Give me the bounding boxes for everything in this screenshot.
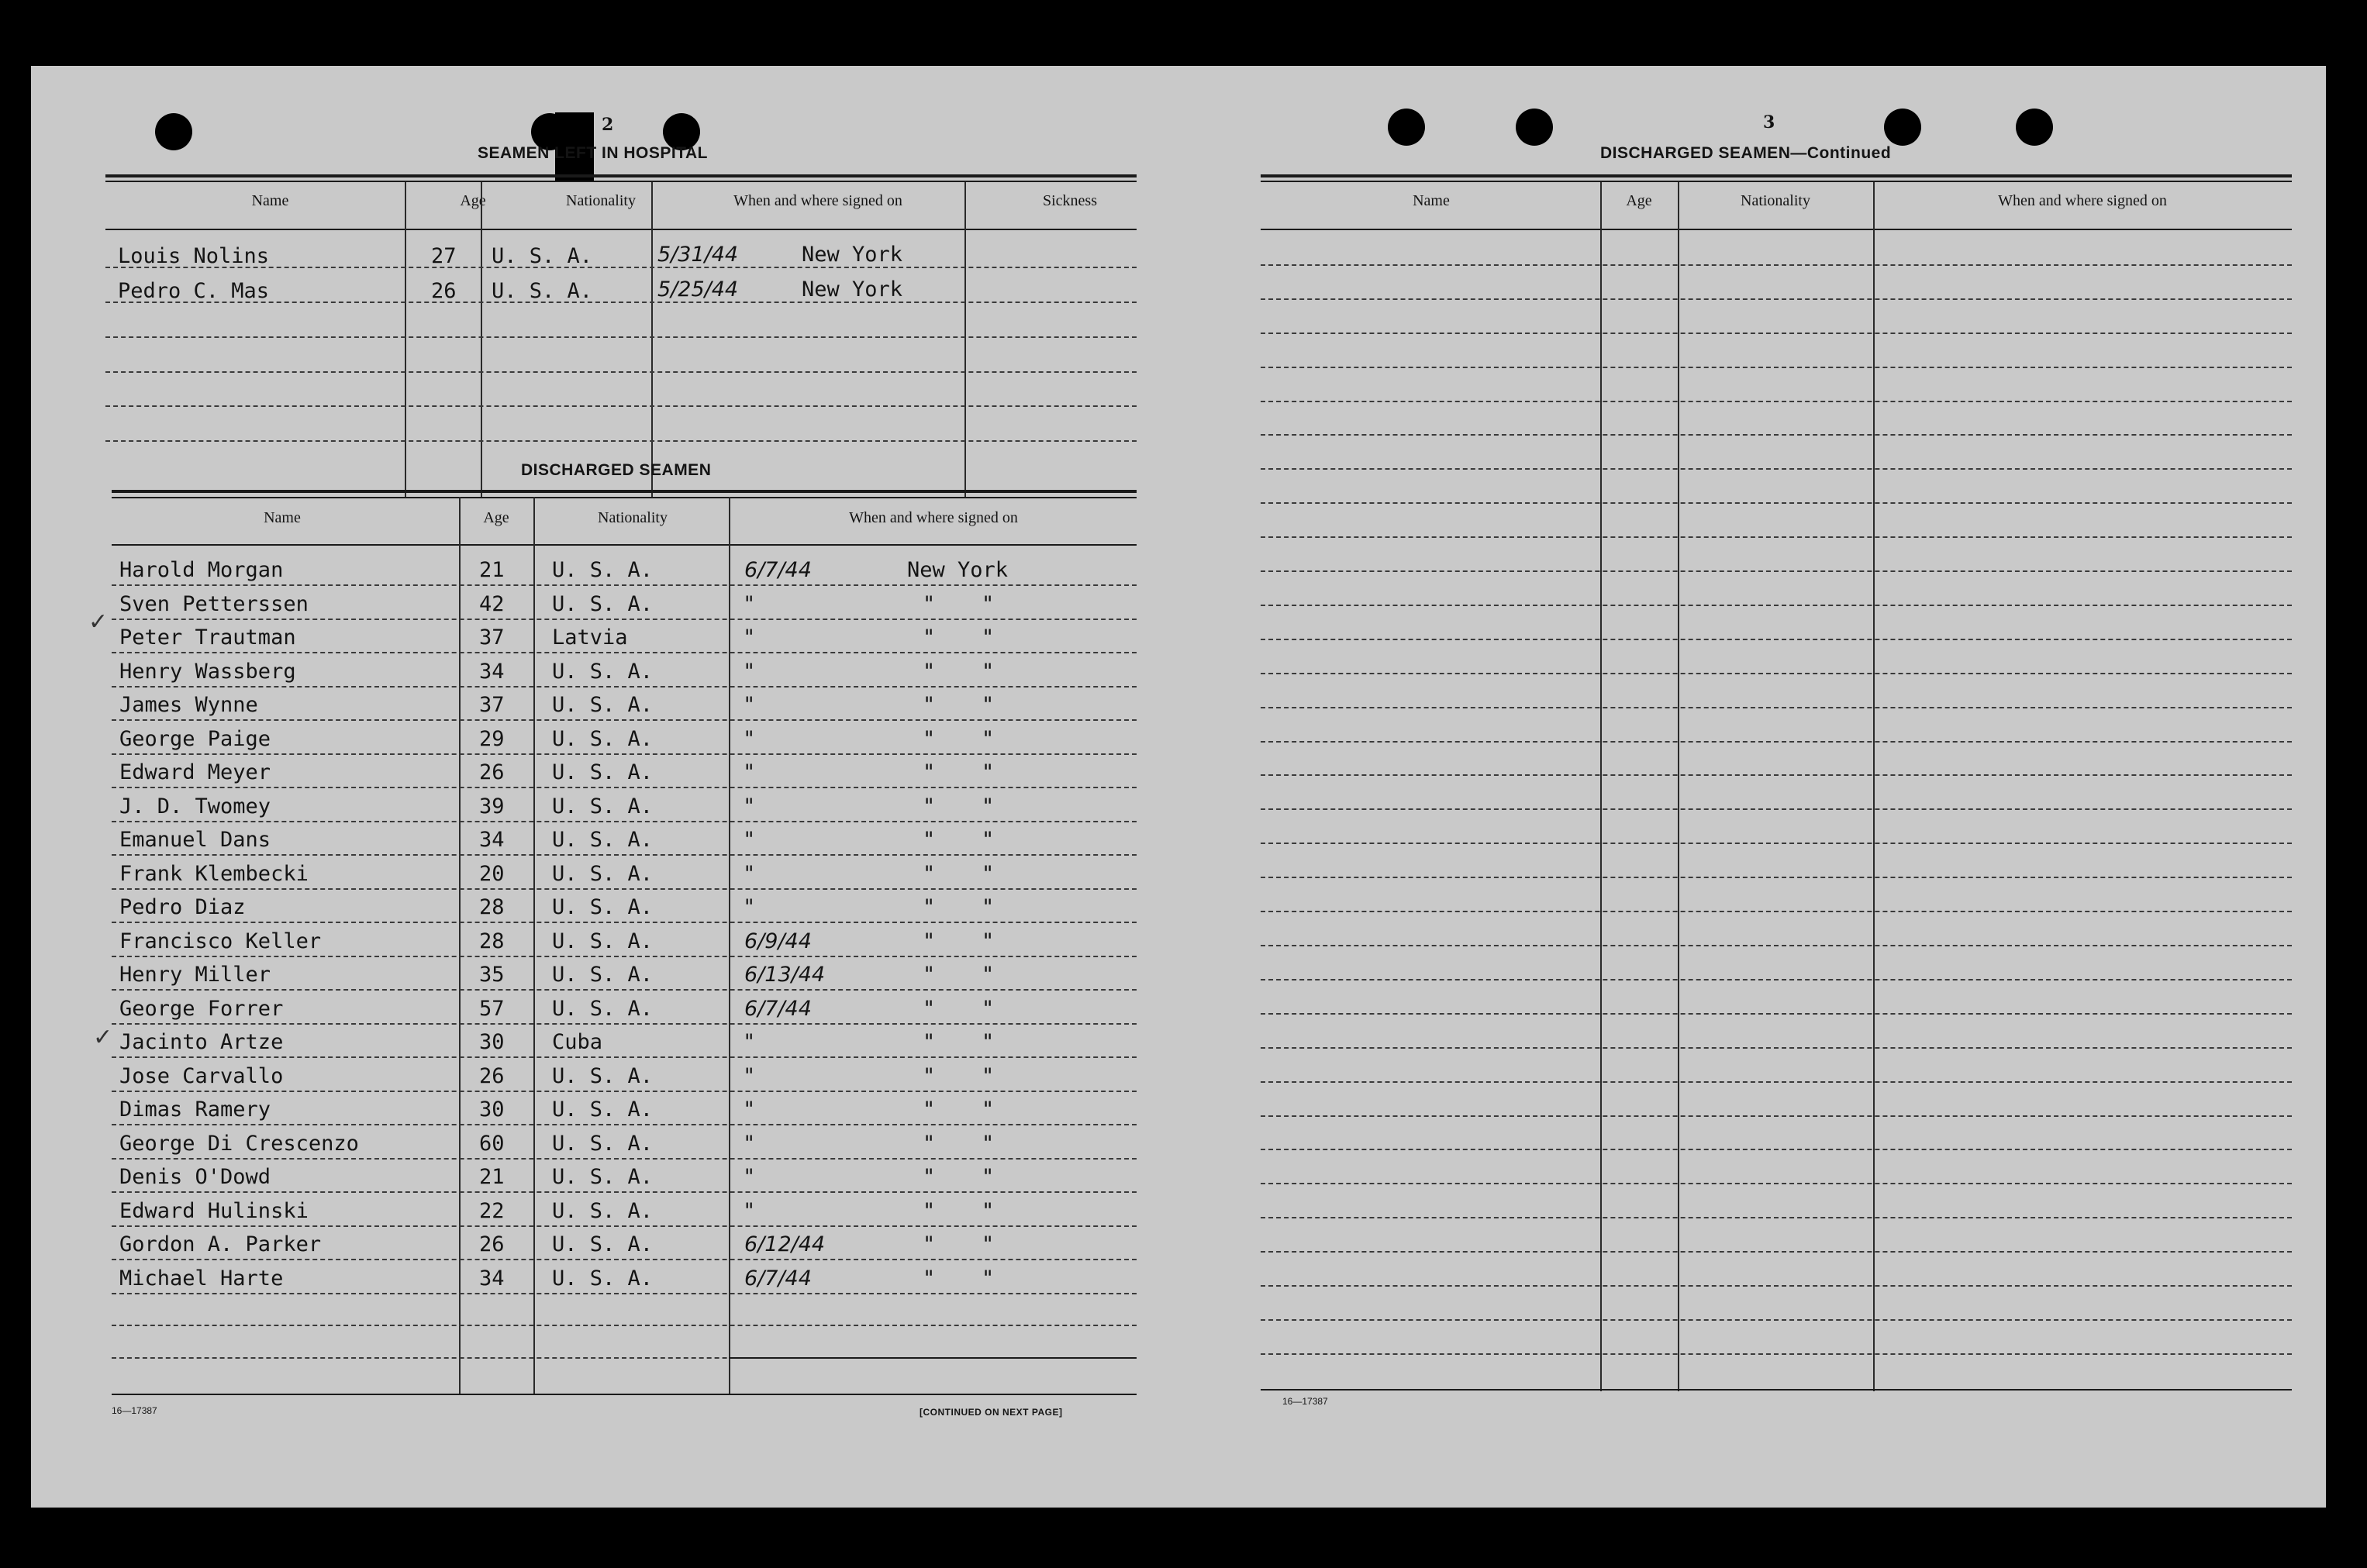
seaman-age: 26 [479,1064,505,1088]
seaman-nationality: U. S. A. [552,1266,654,1291]
hospital-section-title: SEAMEN LEFT IN HOSPITAL [478,144,708,162]
signed-on-date: " [744,592,754,616]
seaman-name: Denis O'Dowd [119,1165,271,1189]
signed-on-place-ditto: " [982,660,995,684]
seaman-name: Gordon A. Parker [119,1232,322,1256]
seaman-nationality: U. S. A. [552,828,654,852]
row-rule [1261,877,2292,878]
signed-on-place-ditto: " [982,1266,995,1291]
signed-on-place-ditto: " [982,693,995,717]
punch-hole [1516,109,1553,146]
signed-on-date: 6/13/44 [744,963,826,987]
seaman-nationality: Cuba [552,1030,603,1054]
seaman-age: 37 [479,625,505,650]
col-header-sickness: Sickness [1043,192,1097,209]
signed-on-date: 6/9/44 [744,929,812,953]
seaman-age: 30 [479,1030,505,1054]
seaman-nationality: U. S. A. [552,794,654,818]
col-header-signed-on: When and where signed on [1998,192,2167,209]
signed-on-place-ditto: " [982,727,995,751]
row-rule [1261,843,2292,844]
form-number-right: 16—17387 [1282,1396,1328,1407]
seaman-nationality: U. S. A. [552,1232,654,1256]
punch-hole [2016,109,2053,146]
signed-on-place-ditto: " [982,1199,995,1223]
seaman-nationality: U. S. A. [552,1064,654,1088]
signed-on-date: " [744,794,754,818]
signed-on-date: 5/31/44 [657,243,739,267]
check-mark: ✓ [88,608,109,636]
seaman-name: Edward Meyer [119,760,271,784]
signed-on-place: " [923,794,936,818]
seaman-age: 60 [479,1132,505,1156]
col-header-name: Name [264,509,301,526]
seaman-age: 26 [479,1232,505,1256]
signed-on-place: " [923,625,936,650]
row-rule [1261,1115,2292,1117]
seaman-nationality: U. S. A. [552,660,654,684]
seaman-nationality: U. S. A. [552,1199,654,1223]
row-rule [1261,1081,2292,1083]
row-rule [112,652,1137,653]
seaman-age: 39 [479,794,505,818]
signed-on-date: " [744,625,754,650]
signed-on-date: 5/25/44 [657,277,739,302]
seaman-name: Louis Nolins [118,244,270,268]
seaman-age: 26 [431,279,457,303]
row-rule [112,854,1137,856]
row-rule [1261,1047,2292,1049]
continued-note: [CONTINUED ON NEXT PAGE] [920,1407,1063,1418]
seaman-nationality: U. S. A. [552,592,654,616]
seaman-nationality: U. S. A. [552,963,654,987]
seaman-name: J. D. Twomey [119,794,271,818]
row-rule [112,922,1137,923]
row-rule [112,719,1137,721]
col-header-age: Age [460,192,486,209]
document-sheet [31,66,2326,1508]
seaman-age: 27 [431,244,457,268]
page-number-right: 3 [1763,112,1775,133]
row-rule [112,1124,1137,1125]
seaman-name: Henry Miller [119,963,271,987]
signed-on-place: " [923,997,936,1021]
seaman-age: 26 [479,760,505,784]
seaman-age: 28 [479,929,505,953]
signed-on-place: " [923,929,936,953]
row-rule [112,1091,1137,1092]
signed-on-place-ditto: " [982,1232,995,1256]
signed-on-date: " [744,1064,754,1088]
seaman-name: Francisco Keller [119,929,322,953]
row-rule [1261,911,2292,912]
row-rule [112,584,1137,586]
row-rule [112,1191,1137,1193]
signed-on-place-ditto: " [982,1132,995,1156]
discharged-continued-title: DISCHARGED SEAMEN—Continued [1600,144,1892,162]
seaman-nationality: U. S. A. [552,929,654,953]
row-rule [1261,570,2292,572]
row-rule [112,1056,1137,1058]
seaman-name: James Wynne [119,693,258,717]
seaman-name: Dimas Ramery [119,1098,271,1122]
signed-on-place-ditto: " [982,828,995,852]
row-rule [1261,945,2292,946]
seaman-name: Harold Morgan [119,558,284,582]
seaman-nationality: U. S. A. [552,1098,654,1122]
col-header-nationality: Nationality [1741,192,1810,209]
seaman-nationality: U. S. A. [552,760,654,784]
seaman-nationality: U. S. A. [552,895,654,919]
row-rule [1261,979,2292,980]
col-header-name: Name [251,192,289,209]
seaman-name: George Paige [119,727,271,751]
seaman-name: Pedro Diaz [119,895,246,919]
row-rule [112,888,1137,890]
seaman-name: Henry Wassberg [119,660,296,684]
row-rule [112,821,1137,822]
seaman-name: Peter Trautman [119,625,296,650]
seaman-age: 34 [479,828,505,852]
seaman-age: 34 [479,1266,505,1291]
punch-hole [155,113,192,150]
seaman-name: Michael Harte [119,1266,284,1291]
row-rule [112,956,1137,957]
signed-on-place-ditto: " [982,895,995,919]
signed-on-place-ditto: " [982,963,995,987]
row-rule [112,753,1137,755]
row-rule [1261,1353,2292,1355]
col-header-signed-on: When and where signed on [849,509,1018,526]
signed-on-place: " [923,1232,936,1256]
signed-on-place: " [923,1132,936,1156]
seaman-nationality: U. S. A. [552,727,654,751]
signed-on-place-ditto: " [982,625,995,650]
row-rule [1261,673,2292,674]
row-rule [1261,639,2292,640]
seaman-name: Frank Klembecki [119,862,309,886]
col-header-age: Age [483,509,509,526]
seaman-age: 37 [479,693,505,717]
row-rule [1261,536,2292,538]
seaman-name: Jacinto Artze [119,1030,284,1054]
row-rule [1261,298,2292,300]
row-rule [1261,1251,2292,1253]
col-header-nationality: Nationality [566,192,636,209]
signed-on-date: " [744,760,754,784]
form-number-left: 16—17387 [112,1405,157,1416]
signed-on-place: " [923,963,936,987]
seaman-age: 30 [479,1098,505,1122]
row-rule [112,1023,1137,1025]
signed-on-place-ditto: " [982,1165,995,1189]
row-rule [112,1325,1137,1326]
signed-on-place: New York [802,243,903,267]
signed-on-date: " [744,1132,754,1156]
row-rule [112,1259,1137,1260]
signed-on-date: " [744,828,754,852]
signed-on-place-ditto: " [982,929,995,953]
signed-on-place: " [923,760,936,784]
row-rule [112,989,1137,991]
seaman-nationality: U. S. A. [552,693,654,717]
row-rule [1261,707,2292,708]
row-rule [1261,367,2292,368]
signed-on-place: " [923,1165,936,1189]
row-rule [1261,264,2292,266]
seaman-nationality: U. S. A. [492,244,593,268]
signed-on-date: " [744,862,754,886]
punch-hole [1884,109,1921,146]
row-rule [112,686,1137,688]
signed-on-place: " [923,1199,936,1223]
col-header-nationality: Nationality [598,509,668,526]
signed-on-place-ditto: " [982,760,995,784]
signed-on-place: " [923,660,936,684]
row-rule [1261,468,2292,470]
signed-on-date: 6/7/44 [744,997,812,1021]
row-rule [1261,401,2292,402]
signed-on-place: " [923,592,936,616]
seaman-age: 21 [479,1165,505,1189]
check-mark: ✓ [93,1024,113,1051]
signed-on-place-ditto: " [982,794,995,818]
signed-on-place: " [923,727,936,751]
seaman-age: 42 [479,592,505,616]
row-rule [112,1225,1137,1227]
row-rule [1261,605,2292,606]
seaman-name: Sven Petterssen [119,592,309,616]
row-rule [1261,1319,2292,1321]
seaman-age: 21 [479,558,505,582]
row-rule [1261,774,2292,776]
seaman-age: 35 [479,963,505,987]
signed-on-date: " [744,895,754,919]
signed-on-date: " [744,1030,754,1054]
signed-on-place: " [923,1064,936,1088]
row-rule [1261,741,2292,743]
page-number-left: 2 [602,115,614,135]
seaman-name: Pedro C. Mas [118,279,270,303]
seaman-nationality: U. S. A. [552,558,654,582]
seaman-nationality: U. S. A. [492,279,593,303]
col-header-name: Name [1413,192,1450,209]
row-rule [112,619,1137,620]
discharged-section-title: DISCHARGED SEAMEN [521,461,712,479]
signed-on-date: " [744,1165,754,1189]
signed-on-date: " [744,1098,754,1122]
signed-on-place: " [923,828,936,852]
signed-on-place: New York [907,558,1009,582]
signed-on-date: 6/12/44 [744,1232,826,1256]
signed-on-place: New York [802,277,903,302]
row-rule [1261,434,2292,436]
col-header-signed-on: When and where signed on [733,192,902,209]
row-rule [1261,1285,2292,1287]
punch-hole [1388,109,1425,146]
seaman-name: Jose Carvallo [119,1064,284,1088]
seaman-nationality: U. S. A. [552,1132,654,1156]
seaman-name: Edward Hulinski [119,1199,309,1223]
signed-on-place-ditto: " [982,1064,995,1088]
row-rule [1261,333,2292,334]
signed-on-place: " [923,862,936,886]
seaman-age: 29 [479,727,505,751]
row-rule [1261,1217,2292,1218]
signed-on-place: " [923,1266,936,1291]
row-rule [112,1158,1137,1160]
seaman-age: 20 [479,862,505,886]
seaman-nationality: U. S. A. [552,862,654,886]
signed-on-place: " [923,1098,936,1122]
seaman-nationality: Latvia [552,625,628,650]
signed-on-place-ditto: " [982,862,995,886]
seaman-name: Emanuel Dans [119,828,271,852]
row-rule [1261,1149,2292,1150]
signed-on-date: " [744,1199,754,1223]
signed-on-date: " [744,693,754,717]
col-header-age: Age [1626,192,1652,209]
signed-on-place-ditto: " [982,592,995,616]
signed-on-place: " [923,895,936,919]
signed-on-date: 6/7/44 [744,1266,812,1291]
seaman-nationality: U. S. A. [552,1165,654,1189]
signed-on-place-ditto: " [982,1098,995,1122]
row-rule [1261,1013,2292,1015]
row-rule [1261,502,2292,504]
signed-on-date: 6/7/44 [744,558,812,582]
row-rule [1261,808,2292,810]
seaman-age: 22 [479,1199,505,1223]
signed-on-place-ditto: " [982,1030,995,1054]
seaman-age: 34 [479,660,505,684]
seaman-age: 57 [479,997,505,1021]
row-rule [1261,1183,2292,1184]
row-rule [112,787,1137,788]
seaman-nationality: U. S. A. [552,997,654,1021]
seaman-name: George Forrer [119,997,284,1021]
signed-on-place: " [923,1030,936,1054]
signed-on-date: " [744,660,754,684]
seaman-name: George Di Crescenzo [119,1132,359,1156]
signed-on-place-ditto: " [982,997,995,1021]
signed-on-place: " [923,693,936,717]
signed-on-date: " [744,727,754,751]
row-rule [112,1293,1137,1294]
seaman-age: 28 [479,895,505,919]
